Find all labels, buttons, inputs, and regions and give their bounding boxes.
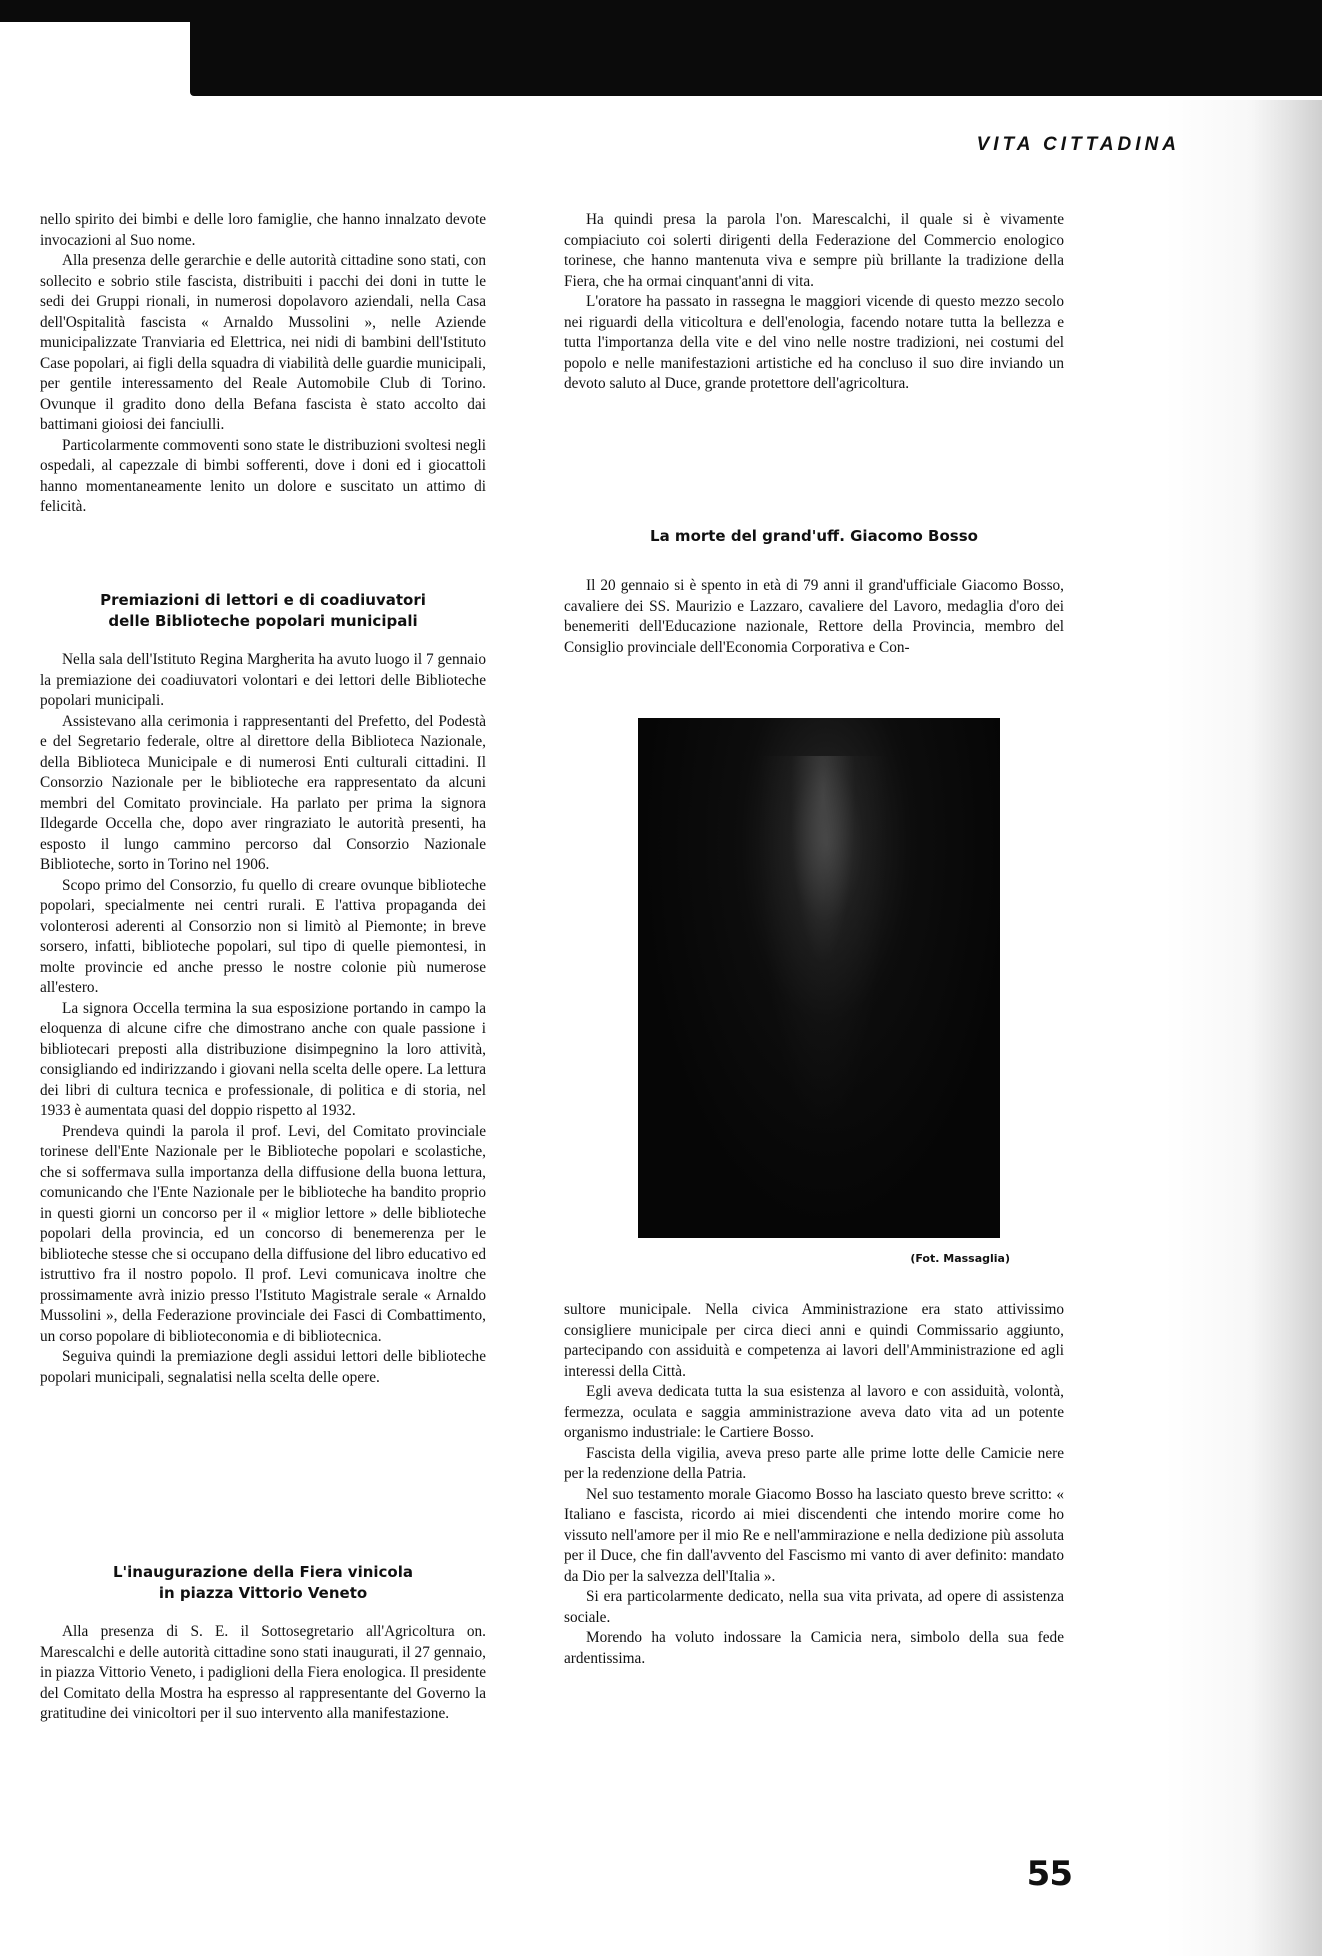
right-column-section-3-before-photo <box>564 576 1064 658</box>
paragraph: Morendo ha voluto indossare la Camicia nera, simbolo della sua fede ardentissima. <box>564 1629 1064 1667</box>
section-heading-line: delle Biblioteche popolari municipali <box>108 612 418 630</box>
portrait-figure <box>758 756 888 1136</box>
section-heading-line: Premiazioni di lettori e di coadiuvatori <box>100 591 426 609</box>
page-gutter-shadow <box>1165 100 1322 1956</box>
paragraph: Nella sala dell'Istituto Regina Margherita ha avuto luogo il 7 gennaio la premiazione dei coadiuvatori volontari e dei lettori delle Biblioteche popolari municipali. <box>40 651 486 709</box>
paragraph: Scopo primo del Consorzio, fu quello di creare ovunque biblioteche popolari, specialmente nei centri rurali. E l'attiva propaganda dei volonterosi aderenti al Consorzio non si limitò al Piemonte; in breve sorsero, infatti, biblioteche popolari, sul tipo di quelle piemontesi, in molte provincie ed anche presso le nostre colonie più numerose all'estero. <box>40 876 486 996</box>
photo-caption: (Fot. Massaglia) <box>910 1252 1010 1265</box>
paragraph: Seguiva quindi la premiazione degli assidui lettori delle biblioteche popolari municipali, segnalatisi nella scelta delle opere. <box>40 1348 486 1386</box>
paragraph: Il 20 gennaio si è spento in età di 79 anni il grand'ufficiale Giacomo Bosso, cavaliere dei SS. Maurizio e Lazzaro, cavaliere del Lavoro, medaglia d'oro dei benemeriti dell'Educazione nazionale, Rettore della Provincia, membro del Consiglio provinciale dell'Economia Corporativa e Con- <box>564 577 1064 656</box>
paragraph: Alla presenza delle gerarchie e delle autorità cittadine sono stati, con sollecito e sobrio stile fascista, distribuiti i pacchi dei doni in tutte le sedi dei Gruppi rionali, in numerosi dopolavoro aziendali, nella Casa dell'Ospitalità fascista « Arnaldo Mussolini », nelle Aziende municipalizzate Tranviaria ed Elettrica, nei nidi di bambini dell'Istituto Case popolari, ai figli della squadra di viabilità delle guardie municipali, per gentile interessamento del Reale Automobile Club di Torino. Ovunque il gradito dono della Befana fascista è stato accolto dai battimani gioiosi dei fanciulli. <box>40 252 486 433</box>
paragraph: Prendeva quindi la parola il prof. Levi, del Comitato provinciale torinese dell'Ente Nazionale per le Biblioteche popolari e scolastiche, che si soffermava sulla importanza della diffusione della buona lettura, comunicando che l'Ente Nazionale per le biblioteche ha bandito proprio in questi giorni un concorso per il « miglior lettore » delle biblioteche popolari della provincia, ed un concorso di benemerenza per le biblioteche stesse che si occupano della diffusione del libro educativo ed istruttivo fra il nostro popolo. Il prof. Levi comunicava inoltre che prossimamente avrà inizio presso l'Istituto Magistrale serale « Arnaldo Mussolini », della Federazione provinciale dei Fasci di Combattimento, un corso popolare di biblioteconomia e di bibliotecnica. <box>40 1122 486 1345</box>
section-heading-bosso <box>564 526 1064 547</box>
section-heading-fiera <box>40 1562 486 1604</box>
section-heading-premiazioni <box>40 590 486 632</box>
scan-dark-band-left <box>0 0 190 22</box>
paragraph: La signora Occella termina la sua esposizione portando in campo la eloquenza di alcune cifre che dimostrano anche con quale passione i bibliotecari preposti alla distribuzione disimpegnino la loro attività, consigliando ed indirizzando i giovani nella scelta delle opere. La lettura dei libri di cultura tecnica e professionale, di politica e di storia, nel 1933 è aumentata quasi del doppio rispetto al 1932. <box>40 999 486 1119</box>
paragraph: Nel suo testamento morale Giacomo Bosso ha lasciato questo breve scritto: « Italiano e fascista, ricordo ai miei discendenti che intendo morire come ho vissuto nell'amore per il mio Re e nell'ammirazione e nella dedizione più assoluta per il Duce, che fin dall'avvento del Fascismo mi vanto di aver definito: mandato da Dio per la salvezza dell'Italia ». <box>564 1485 1064 1585</box>
section-heading-line: La morte del grand'uff. Giacomo Bosso <box>650 527 978 545</box>
left-column-section-1 <box>40 650 486 1388</box>
paragraph: Particolarmente commoventi sono state le distribuzioni svoltesi negli ospedali, al capezzale di bimbi sofferenti, dove i doni ed i giocattoli hanno momentaneamente lenito un dolore e suscitato un attimo di felicità. <box>40 436 486 515</box>
paragraph: nello spirito dei bimbi e delle loro famiglie, che hanno innalzato devote invocazioni al Suo nome. <box>40 211 486 249</box>
paragraph: Alla presenza di S. E. il Sottosegretario all'Agricoltura on. Marescalchi e delle autorità cittadine sono stati inaugurati, il 27 gennaio, in piazza Vittorio Veneto, i padiglioni della Fiera enologica. Il presidente del Comitato della Mostra ha espresso al rappresentante del Governo la gratitudine dei vinicoltori per il suo intervento alla manifestazione. <box>40 1623 486 1722</box>
paragraph: sultore municipale. Nella civica Amministrazione era stato attivissimo consigliere municipale per circa dieci anni e quindi Commissario aggiunto, partecipando con assiduità e competenza ai lavori dell'Amministrazione ed agli interessi della Città. <box>564 1301 1064 1380</box>
left-column-section-2 <box>40 1622 486 1725</box>
paragraph: Ha quindi presa la parola l'on. Marescalchi, il quale si è vivamente compiaciuto coi solerti dirigenti della Federazione del Commercio enologico torinese, che hanno mantenuta viva e sempre più brillante la tradizione della Fiera, che ha ormai cinquant'anni di vita. <box>564 211 1064 290</box>
running-head: VITA CITTADINA <box>976 134 1180 155</box>
left-column-intro <box>40 210 486 518</box>
section-heading-line: L'inaugurazione della Fiera vinicola <box>113 1563 413 1581</box>
right-column-top <box>564 210 1064 395</box>
right-column-section-3-after-photo <box>564 1300 1064 1669</box>
paragraph: L'oratore ha passato in rassegna le maggiori vicende di questo mezzo secolo nei riguardi della viticoltura e dell'enologia, facendo notare tutta la bellezza e tutta l'importanza della vite e del vino nelle nostre tradizioni, nei costumi del popolo e nelle manifestazioni artistiche ed ha concluso il suo dire inviando un devoto saluto al Duce, grande protettore dell'agricoltura. <box>564 293 1064 392</box>
paragraph: Fascista della vigilia, aveva preso parte alle prime lotte delle Camicie nere per la redenzione della Patria. <box>564 1444 1064 1482</box>
paragraph: Assistevano alla cerimonia i rappresentanti del Prefetto, del Podestà e del Segretario federale, oltre al direttore della Biblioteca Nazionale, della Biblioteca Municipale e di numerosi Enti culturali cittadini. Il Consorzio Nazionale per le biblioteche era rappresentato da alcuni membri del Comitato provinciale. Ha parlato per prima la signora Ildegarde Occella che, dopo aver ringraziato le autorità presenti, ha esposto il lungo cammino percorso dal Consorzio Nazionale Biblioteche, sorto in Torino nel 1906. <box>40 712 486 873</box>
portrait-photo <box>638 718 1000 1238</box>
section-heading-line: in piazza Vittorio Veneto <box>158 1584 368 1602</box>
scan-dark-band <box>190 0 1322 96</box>
paragraph: Egli aveva dedicata tutta la sua esistenza al lavoro e con assiduità, volontà, fermezza, oculata e saggia amministrazione aveva dato vita ad un potente organismo industriale: le Cartiere Bosso. <box>564 1383 1064 1441</box>
page-number: 55 <box>1026 1854 1072 1894</box>
paragraph: Si era particolarmente dedicato, nella sua vita privata, ad opere di assistenza sociale. <box>564 1588 1064 1626</box>
